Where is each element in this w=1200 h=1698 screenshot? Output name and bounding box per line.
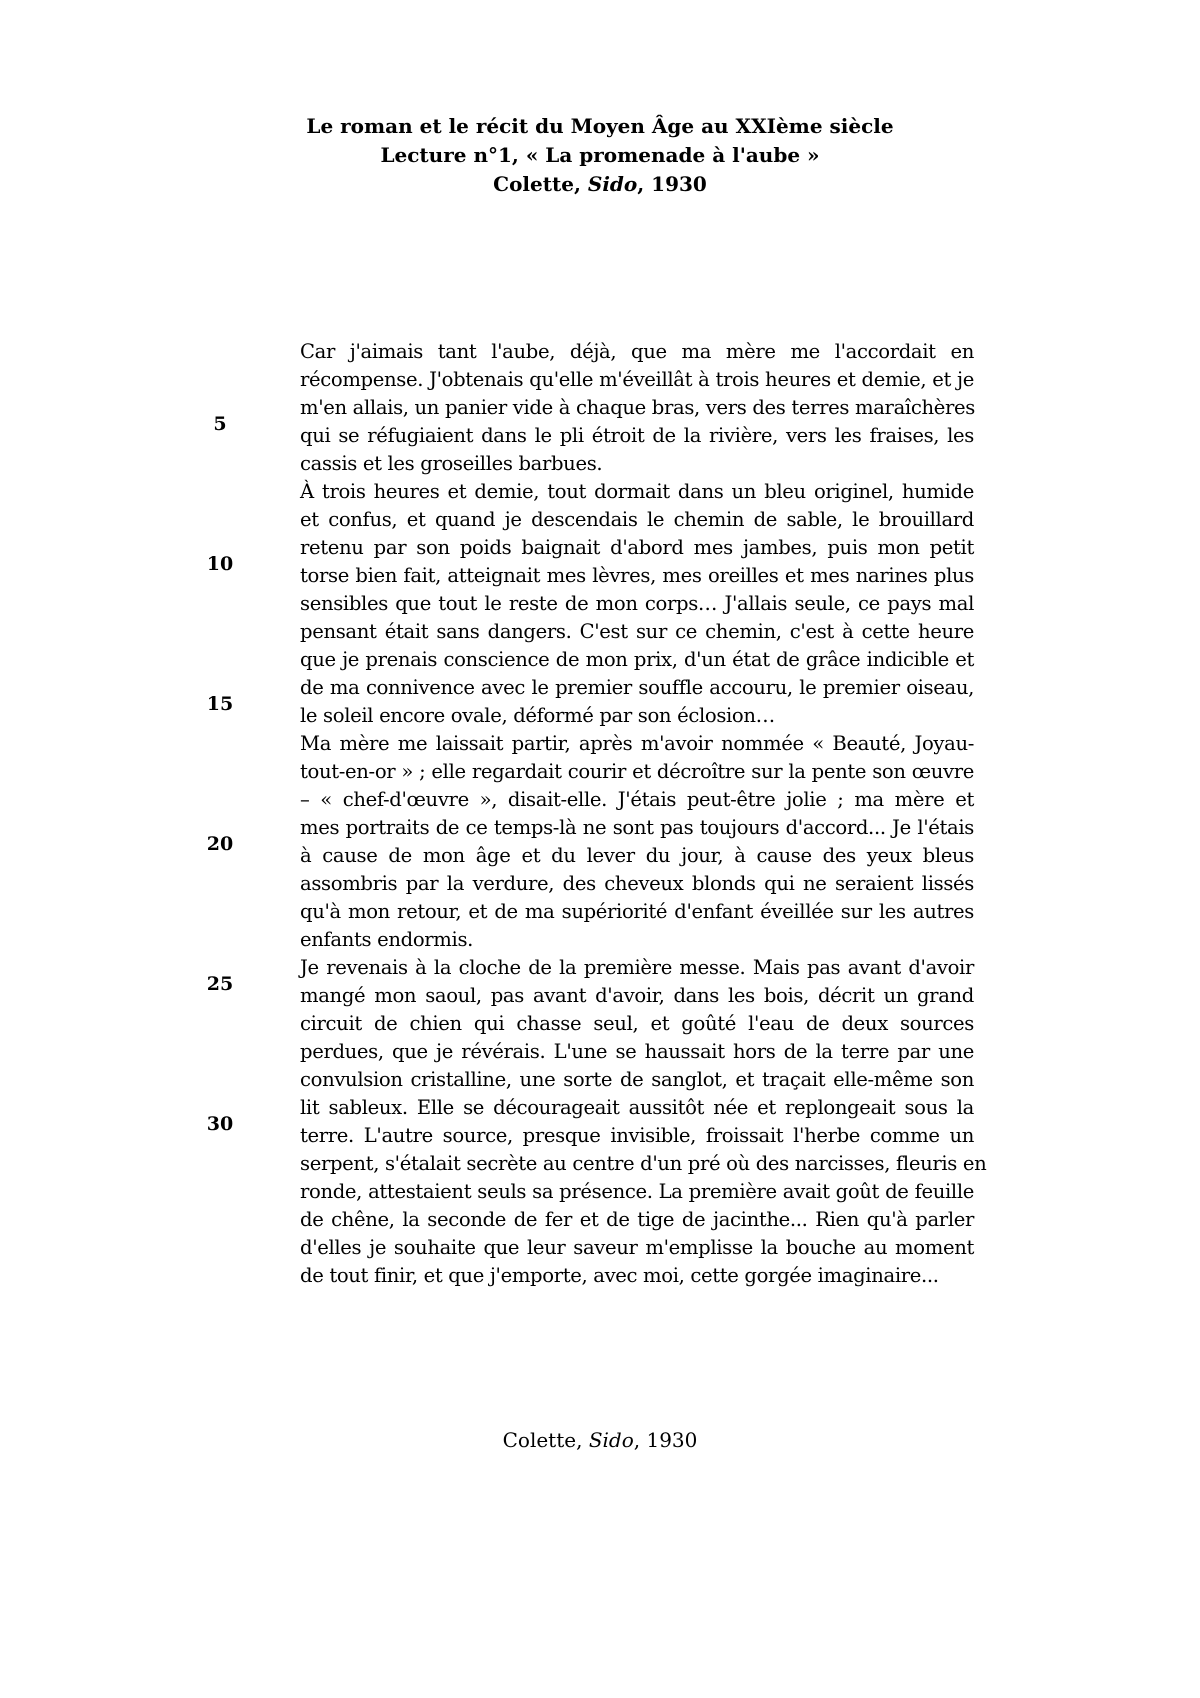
footer-author: Colette, <box>502 1428 589 1452</box>
text-line: convulsion cristalline, une sorte de sanglot, et traçait elle-même son <box>300 1068 974 1091</box>
text-line: de tout finir, et que j'emporte, avec moi, cette gorgée imaginaire... <box>300 1264 939 1287</box>
text-line: qui se réfugiaient dans le pli étroit de la rivière, vers les fraises, les <box>300 424 974 447</box>
footer-work-title: Sido <box>588 1428 634 1452</box>
text-line: – « chef-d'œuvre », disait-elle. J'étais peut-être jolie ; ma mère et <box>300 788 974 811</box>
text-line: Je revenais à la cloche de la première messe. Mais pas avant d'avoir <box>300 956 974 979</box>
text-line: tout-en-or » ; elle regardait courir et décroître sur la pente son œuvre <box>300 760 974 783</box>
text-line: enfants endormis. <box>300 928 474 951</box>
text-line: d'elles je souhaite que leur saveur m'emplisse la bouche au moment <box>300 1236 974 1259</box>
header-course-title: Le roman et le récit du Moyen Âge au XXIème siècle <box>306 114 894 138</box>
text-line: sensibles que tout le reste de mon corps… J'allais seule, ce pays mal <box>300 592 974 615</box>
text-line: Ma mère me laissait partir, après m'avoir nommée « Beauté, Joyau- <box>300 732 974 755</box>
line-number: 5 <box>213 413 227 435</box>
text-line: ronde, attestaient seuls sa présence. La première avait goût de feuille <box>300 1180 974 1203</box>
line-number: 25 <box>206 973 234 995</box>
text-line: récompense. J'obtenais qu'elle m'éveillât à trois heures et demie, et je <box>300 368 974 391</box>
text-line: qu'à mon retour, et de ma supériorité d'enfant éveillée sur les autres <box>300 900 974 923</box>
text-line: et confus, et quand je descendais le chemin de sable, le brouillard <box>300 508 974 531</box>
excerpt-text <box>300 338 987 1290</box>
text-line: assombris par la verdure, des cheveux blonds qui ne seraient lissés <box>300 872 974 895</box>
header-author: Colette, <box>493 172 588 196</box>
text-line: que je prenais conscience de mon prix, d'un état de grâce indicible et <box>300 648 974 671</box>
line-number: 10 <box>206 553 234 575</box>
document-footer <box>0 1426 1200 1454</box>
text-line: torse bien fait, atteignait mes lèvres, mes oreilles et mes narines plus <box>300 564 974 587</box>
text-line: terre. L'autre source, presque invisible, froissait l'herbe comme un <box>300 1124 974 1147</box>
text-line: Car j'aimais tant l'aube, déjà, que ma mère me l'accordait en <box>300 340 974 363</box>
header-lecture-title: Lecture n°1, « La promenade à l'aube » <box>380 143 820 167</box>
text-line: mes portraits de ce temps-là ne sont pas toujours d'accord... Je l'étais <box>300 816 974 839</box>
line-number: 20 <box>206 833 234 855</box>
text-line: lit sableux. Elle se décourageait aussitôt née et replongeait sous la <box>300 1096 974 1119</box>
text-line: m'en allais, un panier vide à chaque bras, vers des terres maraîchères <box>300 396 975 419</box>
line-number: 30 <box>206 1113 234 1135</box>
text-line: cassis et les groseilles barbues. <box>300 452 603 475</box>
text-line: retenu par son poids baignait d'abord mes jambes, puis mon petit <box>300 536 974 559</box>
text-line: le soleil encore ovale, déformé par son éclosion… <box>300 704 775 727</box>
footer-year: , 1930 <box>633 1428 698 1452</box>
text-line: À trois heures et demie, tout dormait dans un bleu originel, humide <box>300 480 974 503</box>
text-line: de chêne, la seconde de fer et de tige de jacinthe... Rien qu'à parler <box>300 1208 974 1231</box>
text-line: de ma connivence avec le premier souffle accouru, le premier oiseau, <box>300 676 974 699</box>
header-year: , 1930 <box>637 172 707 196</box>
text-line: perdues, que je révérais. L'une se haussait hors de la terre par une <box>300 1040 974 1063</box>
line-number: 15 <box>206 693 234 715</box>
text-line: mangé mon saoul, pas avant d'avoir, dans les bois, décrit un grand <box>300 984 974 1007</box>
text-line: pensant était sans dangers. C'est sur ce chemin, c'est à cette heure <box>300 620 974 643</box>
text-line: serpent, s'étalait secrète au centre d'un pré où des narcisses, fleuris en <box>300 1152 987 1175</box>
text-line: circuit de chien qui chasse seul, et goûté l'eau de deux sources <box>300 1012 974 1035</box>
text-line: à cause de mon âge et du lever du jour, à cause des yeux bleus <box>300 844 974 867</box>
header-work-title: Sido <box>587 172 638 196</box>
